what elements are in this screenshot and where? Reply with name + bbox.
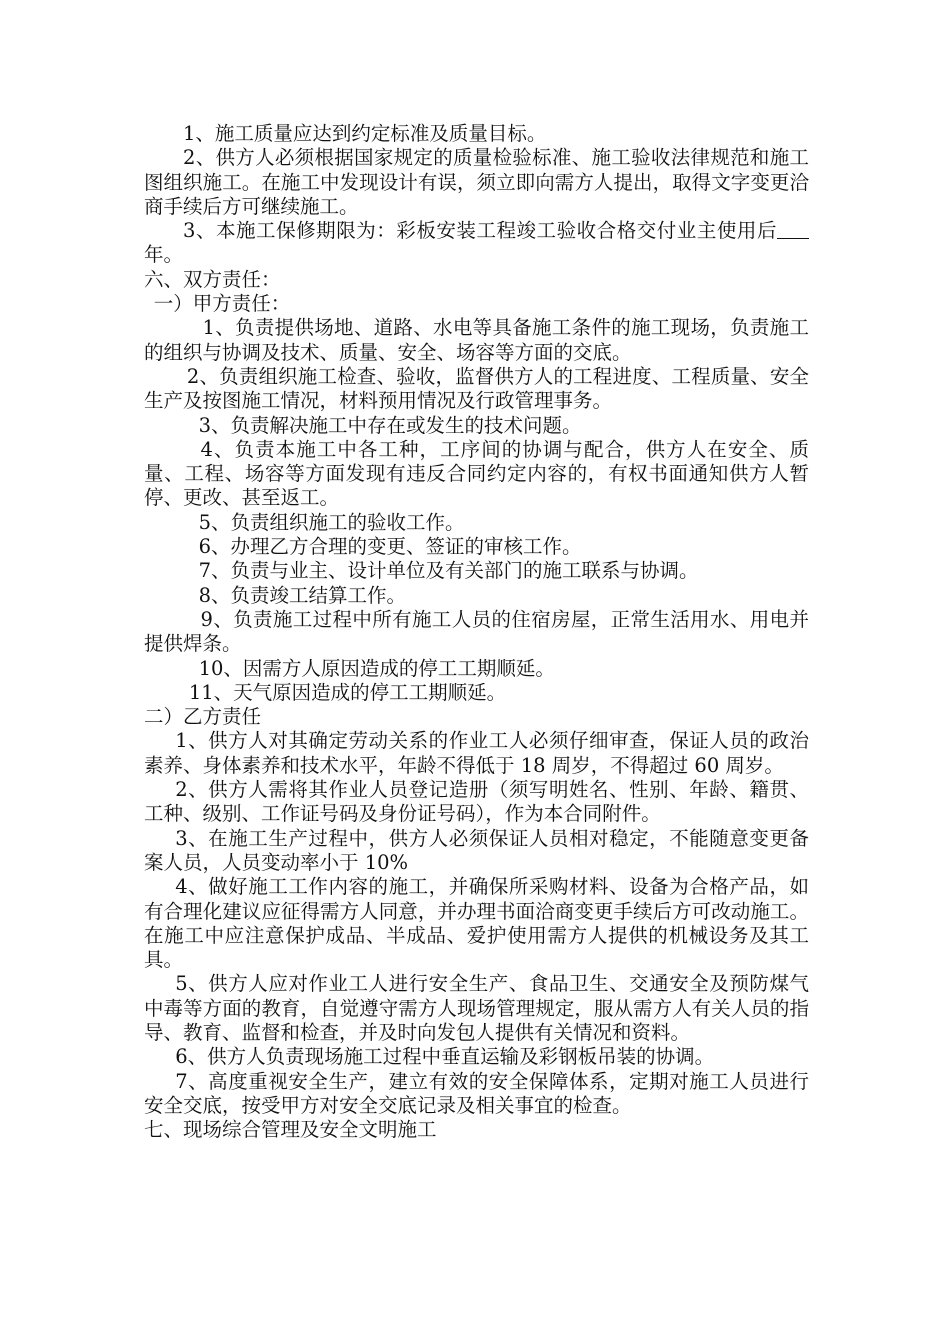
paragraph-text: 一）甲方责任： — [153, 292, 291, 316]
paragraph-text: 3、本施工保修期限为：彩板安装工程竣工验收合格交付业主使用后 — [183, 219, 777, 243]
paragraph-text: 8、负责竣工结算工作。 — [198, 583, 407, 607]
paragraph — [144, 972, 809, 1045]
paragraph-text: 二）乙方责任 — [144, 705, 262, 729]
paragraph-tail-text: 年。 — [144, 243, 184, 267]
paragraph — [144, 292, 809, 316]
paragraph-text: 7、负责与业主、设计单位及有关部门的施工联系与协调。 — [198, 559, 699, 583]
paragraph-text: 9、负责施工过程中所有施工人员的住宿房屋，正常生活用水、用电并提供焊条。 — [144, 607, 809, 656]
paragraph-text: 5、供方人应对作业工人进行安全生产、食品卫生、交通安全及预防煤气中毒等方面的教育，自觉遵守需方人现场管理规定，服从需方人有关人员的指导、教育、监督和检查，并及时向发包人提供有关情况和资料。 — [144, 972, 809, 1044]
paragraph — [144, 268, 809, 292]
paragraph — [144, 705, 809, 729]
paragraph — [144, 1118, 809, 1142]
paragraph — [144, 1045, 809, 1069]
paragraph — [144, 608, 809, 657]
paragraph — [144, 584, 809, 608]
paragraph — [144, 681, 809, 705]
paragraph-text: 7、高度重视安全生产，建立有效的安全保障体系，定期对施工人员进行安全交底，按受甲方对安全交底记录及相关事宜的检查。 — [144, 1069, 809, 1117]
paragraph-text: 3、在施工生产过程中，供方人必须保证人员相对稳定，不能随意变更备案人员，人员变动率小于 10% — [144, 826, 809, 874]
paragraph-text: 4、负责本施工中各工种，工序间的协调与配合，供方人在安全、质量、工程、场容等方面发现有违反合同约定内容的，有权书面通知供方人暂停、更改、甚至返工。 — [144, 437, 809, 510]
paragraph — [144, 414, 809, 438]
paragraph — [144, 729, 809, 778]
paragraph-text: 2、负责组织施工检查、验收，监督供方人的工程进度、工程质量、安全生产及按图施工情况，材料预用情况及行政管理事务。 — [144, 364, 809, 413]
paragraph-text: 1、施工质量应达到约定标准及质量目标。 — [183, 122, 547, 145]
paragraph-text: 2、供方人需将其作业人员登记造册（须写明姓名、性别、年龄、籍贯、工种、级别、工作证号码及身份证号码），作为本合同附件。 — [144, 778, 809, 826]
document-body — [144, 122, 809, 1142]
paragraph — [144, 122, 809, 146]
paragraph-text: 6、办理乙方合理的变更、签证的审核工作。 — [198, 535, 582, 559]
paragraph-text: 5、负责组织施工的验收工作。 — [198, 510, 465, 534]
paragraph — [144, 316, 809, 365]
paragraph-text: 1、负责提供场地、道路、水电等具备施工条件的施工现场，负责施工的组织与协调及技术、质量、安全、场容等方面的交底。 — [144, 316, 809, 364]
paragraph — [144, 657, 809, 681]
paragraph — [144, 438, 809, 511]
paragraph-text: 11、天气原因造成的停工工期顺延。 — [188, 680, 507, 704]
paragraph — [144, 778, 809, 827]
paragraph-text: 七、现场综合管理及安全文明施工 — [144, 1118, 437, 1142]
paragraph — [144, 535, 809, 559]
paragraph — [144, 559, 809, 583]
paragraph — [144, 875, 809, 972]
paragraph-text: 6、供方人负责现场施工过程中垂直运输及彩钢板吊装的协调。 — [175, 1045, 715, 1069]
paragraph — [144, 827, 809, 876]
fill-in-blank[interactable] — [777, 220, 809, 239]
paragraph — [144, 365, 809, 414]
paragraph — [144, 219, 809, 268]
paragraph-text: 4、做好施工工作内容的施工，并确保所采购材料、设备为合格产品，如有合理化建议应征得需方人同意，并办理书面洽商变更手续后方可改动施工。在施工中应注意保护成品、半成品、爱护使用需方人提供的机械设务及其工具。 — [144, 875, 809, 972]
paragraph-text: 2、供方人必须根据国家规定的质量检验标准、施工验收法律规范和施工图组织施工。在施工中发现设计有误，须立即向需方人提出，取得文字变更洽商手续后方可继续施工。 — [144, 146, 809, 218]
paragraph-text: 10、因需方人原因造成的停工工期顺延。 — [198, 656, 555, 680]
paragraph-text: 1、供方人对其确定劳动关系的作业工人必须仔细审查，保证人员的政治素养、身体素养和技术水平，年龄不得低于 18 周岁，不得超过 60 周岁。 — [144, 729, 809, 777]
paragraph — [144, 1070, 809, 1119]
paragraph — [144, 146, 809, 219]
paragraph — [144, 511, 809, 535]
paragraph-text: 3、负责解决施工中存在或发生的技术问题。 — [198, 413, 582, 437]
paragraph-text: 六、双方责任： — [144, 267, 281, 291]
